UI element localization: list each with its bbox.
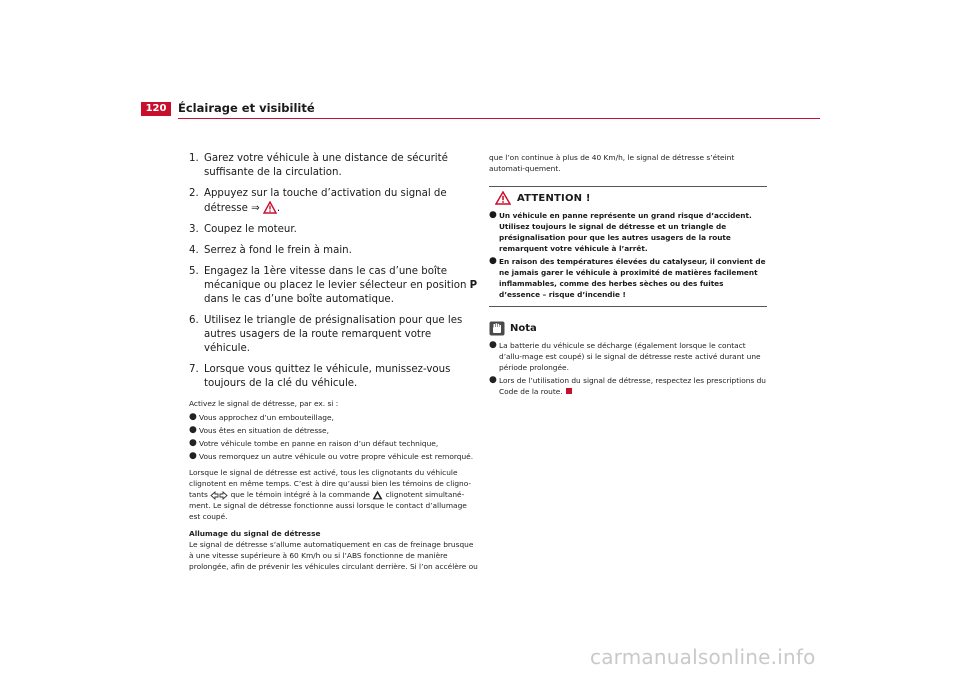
section-title: Éclairage et visibilité xyxy=(178,101,315,115)
left-column xyxy=(189,152,479,572)
note-item-text: La batterie du véhicule se décharge (également lorsque le contact d’allu-mage est coupé) si le signal de détresse reste activé durant une période prolongée. xyxy=(499,341,761,372)
attention-item-text: En raison des températures élevées du catalyseur, il convient de ne jamais garer le véhicule à proximité de matières facilement inflammables, comme des herbes sèches ou des fuites d’essence – risque d’incendie ! xyxy=(499,257,766,299)
step-text: Coupez le moteur. xyxy=(204,224,297,235)
bullet-icon: ● xyxy=(189,412,197,422)
attention-title: ATTENTION ! xyxy=(517,192,591,204)
step-item xyxy=(189,314,479,356)
step-item xyxy=(189,244,479,258)
attention-item xyxy=(489,256,767,300)
note-item xyxy=(489,340,767,373)
step-item xyxy=(189,223,479,237)
paragraph-text: que le témoin intégré à la commande xyxy=(228,490,373,499)
step-text: Garez votre véhicule à une distance de sécurité suffisante de la circulation. xyxy=(204,153,448,178)
note-title: Nota xyxy=(510,323,537,334)
attention-box xyxy=(489,186,767,307)
list-item-text: Votre véhicule tombe en panne en raison d’un défaut technique, xyxy=(199,439,439,448)
watermark-logo: carmanualsonline.info xyxy=(590,645,816,669)
step-number: 1. xyxy=(189,153,199,164)
situations-list xyxy=(189,412,479,462)
end-square-icon xyxy=(566,388,572,394)
paragraph-text: Lorsque le signal de détresse est activé, tous les clignotants du véhicule clignotent en même temps. C’est à dire qu’aussi bien les témoins de cligno-tants xyxy=(189,468,472,499)
step-text xyxy=(204,265,479,307)
step-number: 6. xyxy=(189,315,199,326)
step-item xyxy=(189,187,479,216)
attention-header xyxy=(495,191,767,205)
hazard-description-paragraph xyxy=(189,467,479,522)
bullet-icon: ● xyxy=(189,425,197,435)
note-item-text: Lors de l’utilisation du signal de détresse, respectez les prescriptions du Code de la route. xyxy=(499,376,766,396)
bullet-icon: ● xyxy=(489,210,497,220)
turn-signal-arrows-icon xyxy=(210,491,228,500)
bullets-intro: Activez le signal de détresse, par ex. si : xyxy=(189,399,339,408)
list-item-text: Vous approchez d’un embouteillage, xyxy=(199,413,334,422)
step-text-after: . xyxy=(276,203,281,214)
list-item xyxy=(189,425,479,436)
list-item xyxy=(189,412,479,423)
step-text: Serrez à fond le frein à main. xyxy=(204,245,352,256)
step-number: 5. xyxy=(189,266,199,277)
continuation-paragraph: que l’on continue à plus de 40 Km/h, le signal de détresse s’éteint automati-quement. xyxy=(489,153,735,173)
bullet-icon: ● xyxy=(189,451,197,461)
paragraph-text: clignotent simultané-ment. Le signal de détresse fonctionne aussi lorsque le contact d’allumage est coupé. xyxy=(189,490,467,521)
step-text: Utilisez le triangle de présignalisation pour que les autres usagers de la route remarquent votre véhicule. xyxy=(204,315,463,354)
bullet-icon: ● xyxy=(189,438,197,448)
attention-item-text: Un véhicule en panne représente un grand risque d’accident. Utilisez toujours le signal de détresse et un triangle de présignalisation pour que les autres usagers de la route remarquent votre véhicule à l’arrêt. xyxy=(499,211,752,253)
page-number: 120 xyxy=(141,102,171,116)
step-item xyxy=(189,265,479,307)
bullet-icon: ● xyxy=(489,340,497,350)
list-item-text: Vous remorquez un autre véhicule ou votre propre véhicule est remorqué. xyxy=(199,452,474,461)
step-number: 4. xyxy=(189,245,199,256)
warning-triangle-icon xyxy=(263,201,277,214)
step-number: 2. xyxy=(189,188,199,199)
step-text-after: dans le cas d’une boîte automatique. xyxy=(204,294,394,305)
bullet-icon: ● xyxy=(489,375,497,385)
step-number: 3. xyxy=(189,224,199,235)
right-column xyxy=(489,152,767,399)
subheading: Allumage du signal de détresse xyxy=(189,529,321,538)
warning-triangle-icon xyxy=(495,191,511,205)
attention-item xyxy=(489,210,767,254)
step-text-before: Engagez la 1ère vitesse dans le cas d’une boîte mécanique ou placez le levier sélecteur en position xyxy=(204,266,470,291)
note-hand-icon xyxy=(489,321,505,336)
step-item xyxy=(189,152,479,180)
bullet-icon: ● xyxy=(489,256,497,266)
gear-position-label: P xyxy=(469,280,478,291)
note-header xyxy=(489,321,767,336)
auto-hazard-paragraph: Le signal de détresse s’allume automatiquement en cas de freinage brusque à une vitesse supérieure à 60 Km/h ou si l’ABS fonctionne de manière prolongée, afin de prévenir les véhicules circulant derrière. Si l’on accélère ou xyxy=(189,540,478,571)
steps-list xyxy=(189,152,479,391)
step-text-before: Appuyez sur la touche d’activation du signal de détresse ⇒ xyxy=(204,188,447,214)
list-item xyxy=(189,451,479,462)
step-number: 7. xyxy=(189,364,199,375)
list-item xyxy=(189,438,479,449)
header-divider xyxy=(178,118,820,119)
step-text xyxy=(204,187,479,216)
note-item xyxy=(489,375,767,397)
step-item xyxy=(189,363,479,391)
note-box xyxy=(489,321,767,397)
step-text: Lorsque vous quittez le véhicule, munissez-vous toujours de la clé du véhicule. xyxy=(204,364,451,389)
hazard-switch-icon xyxy=(372,490,383,500)
list-item-text: Vous êtes en situation de détresse, xyxy=(199,426,329,435)
